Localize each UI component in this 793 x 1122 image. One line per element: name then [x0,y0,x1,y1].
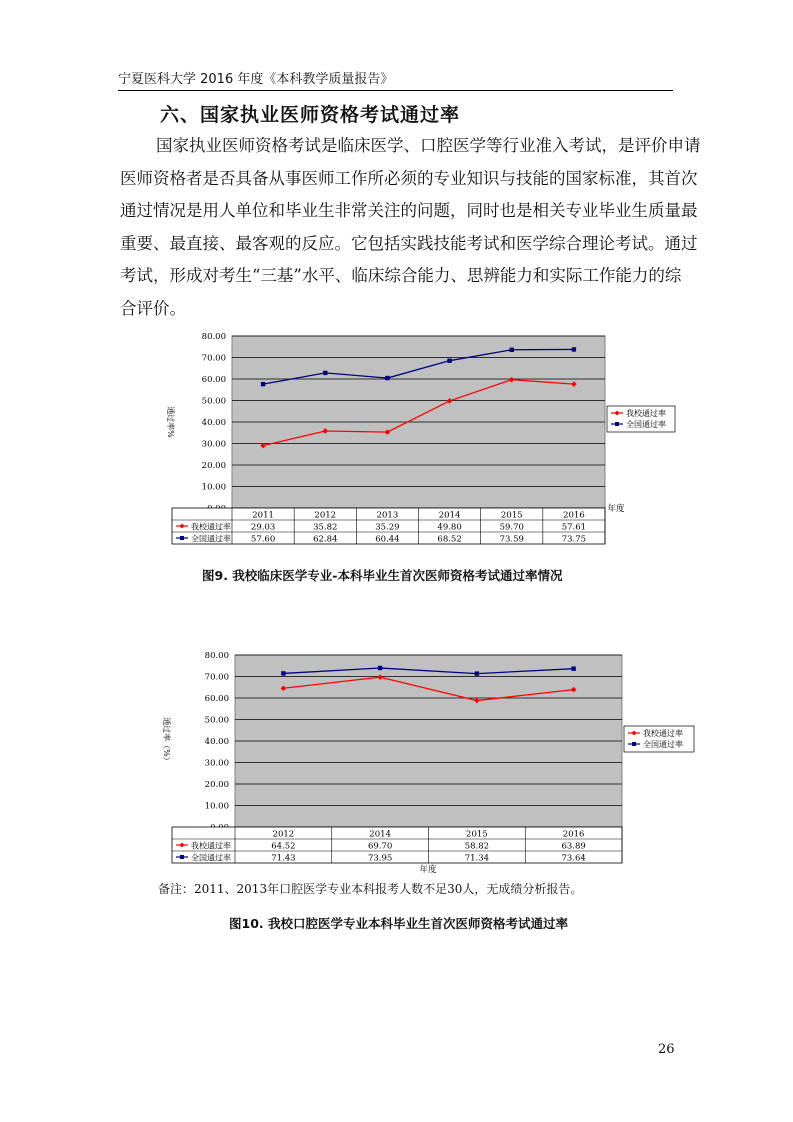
data-point [281,671,285,675]
data-label: 57.61 [561,522,587,533]
y-tick-label: 20.00 [204,780,229,790]
data-label: 64.52 [271,841,296,852]
x-tick-label: 2014 [369,829,391,840]
data-label: 71.34 [464,853,490,864]
x-tick-label: 2011 [252,510,274,521]
y-tick-label: 10.00 [201,482,226,493]
table-key-marker [180,855,184,859]
paragraph-line: 医师资格者是否具备从事医师工作所必须的专业知识与技能的国家标准，其首次 [120,168,698,188]
y-tick-label: 60.00 [204,694,229,704]
page-number: 26 [658,1042,675,1057]
chart-stomatology-pass-rate [140,645,685,877]
data-label: 69.70 [367,841,393,852]
legend-marker [615,422,619,426]
x-tick-label: 2016 [562,829,585,840]
data-point [572,347,576,351]
x-tick-label: 2015 [466,829,488,840]
data-table [172,827,622,863]
data-label: 29.03 [250,522,276,533]
table-series-name: 我校通过率 [191,522,231,532]
x-tick-label: 2016 [563,510,585,521]
figure-caption-9: 图9. 我校临床医学专业-本科毕业生首次医师资格考试通过率情况 [202,568,563,583]
data-label: 59.70 [499,522,524,533]
y-tick-label: 50.00 [201,396,226,407]
data-label: 49.80 [437,522,462,533]
data-label: 58.82 [464,841,490,852]
data-label: 57.60 [250,534,276,545]
x-tick-label: 2014 [438,510,461,521]
legend-entry: 我校通过率 [626,409,666,418]
x-axis-label: 年度 [419,865,437,875]
table-series-name: 全国通过率 [191,534,231,544]
data-label: 63.89 [561,841,586,852]
data-label: 35.82 [313,522,338,533]
data-label: 73.75 [561,534,587,545]
y-tick-label: 40.00 [201,418,226,428]
data-label: 73.59 [499,534,524,545]
x-tick-label: 2012 [272,829,295,840]
y-tick-label: 80.00 [201,332,226,342]
y-tick-label: 30.00 [201,439,226,450]
y-axis-label: 通过率% [166,406,175,438]
x-tick-label: 2013 [376,510,399,521]
paragraph-line: 合评价。 [120,298,186,318]
data-label: 68.52 [437,534,462,545]
data-label: 71.43 [271,853,296,864]
data-point [571,666,575,670]
data-point [385,376,389,380]
y-tick-label: 70.00 [204,672,229,683]
data-label: 73.95 [367,853,393,864]
data-label: 62.84 [313,534,338,545]
y-tick-label: 60.00 [201,375,226,385]
data-label: 35.29 [375,522,400,533]
y-tick-label: 50.00 [204,715,229,726]
y-tick-label: 10.00 [204,801,229,812]
section-title: 六、国家执业医师资格考试通过率 [160,104,461,126]
data-point [261,382,265,386]
paragraph-line: 国家执业医师资格考试是临床医学、口腔医学等行业准入考试，是评价申请 [156,136,701,155]
data-point [475,671,479,675]
y-axis-label: 通过率（%） [162,717,171,765]
paragraph-line: 考试，形成对考生“三基”水平、临床综合能力、思辨能力和实际工作能力的综 [120,266,682,285]
y-tick-label: 30.00 [204,758,229,769]
legend-entry: 全国通过率 [626,420,666,429]
x-axis-label: 年度 [607,504,625,514]
chart-clinical-pass-rate [140,322,685,554]
data-label: 60.44 [375,534,400,545]
body-paragraph [120,130,701,325]
paragraph-line: 重要、最直接、最客观的反应。它包括实践技能考试和医学综合理论考试。通过 [120,233,698,253]
legend-marker [632,742,636,746]
running-header: 宁夏医科大学 2016 年度《本科教学质量报告》 [118,70,673,91]
figure-caption-10: 图10. 我校口腔医学专业本科毕业生首次医师资格考试通过率 [229,916,568,931]
x-tick-label: 2015 [500,510,523,521]
legend-entry: 全国通过率 [643,740,683,749]
y-tick-label: 80.00 [204,651,229,661]
table-series-name: 全国通过率 [191,853,231,863]
data-point [447,358,451,362]
data-label: 73.64 [561,853,586,864]
legend-entry: 我校通过率 [643,729,683,738]
footnote: 备注：2011、2013年口腔医学专业本科报考人数不足30人，无成绩分析报告。 [158,882,583,896]
y-tick-label: 70.00 [201,353,226,364]
table-series-name: 我校通过率 [191,841,231,851]
data-point [323,371,327,375]
data-point [510,348,514,352]
x-tick-label: 2012 [314,510,337,521]
data-point [378,666,382,670]
table-key-marker [180,536,184,540]
paragraph-line: 通过情况是用人单位和毕业生非常关注的问题，同时也是相关专业毕业生质量最 [120,201,698,220]
y-tick-label: 40.00 [204,737,229,747]
y-tick-label: 20.00 [201,461,226,471]
